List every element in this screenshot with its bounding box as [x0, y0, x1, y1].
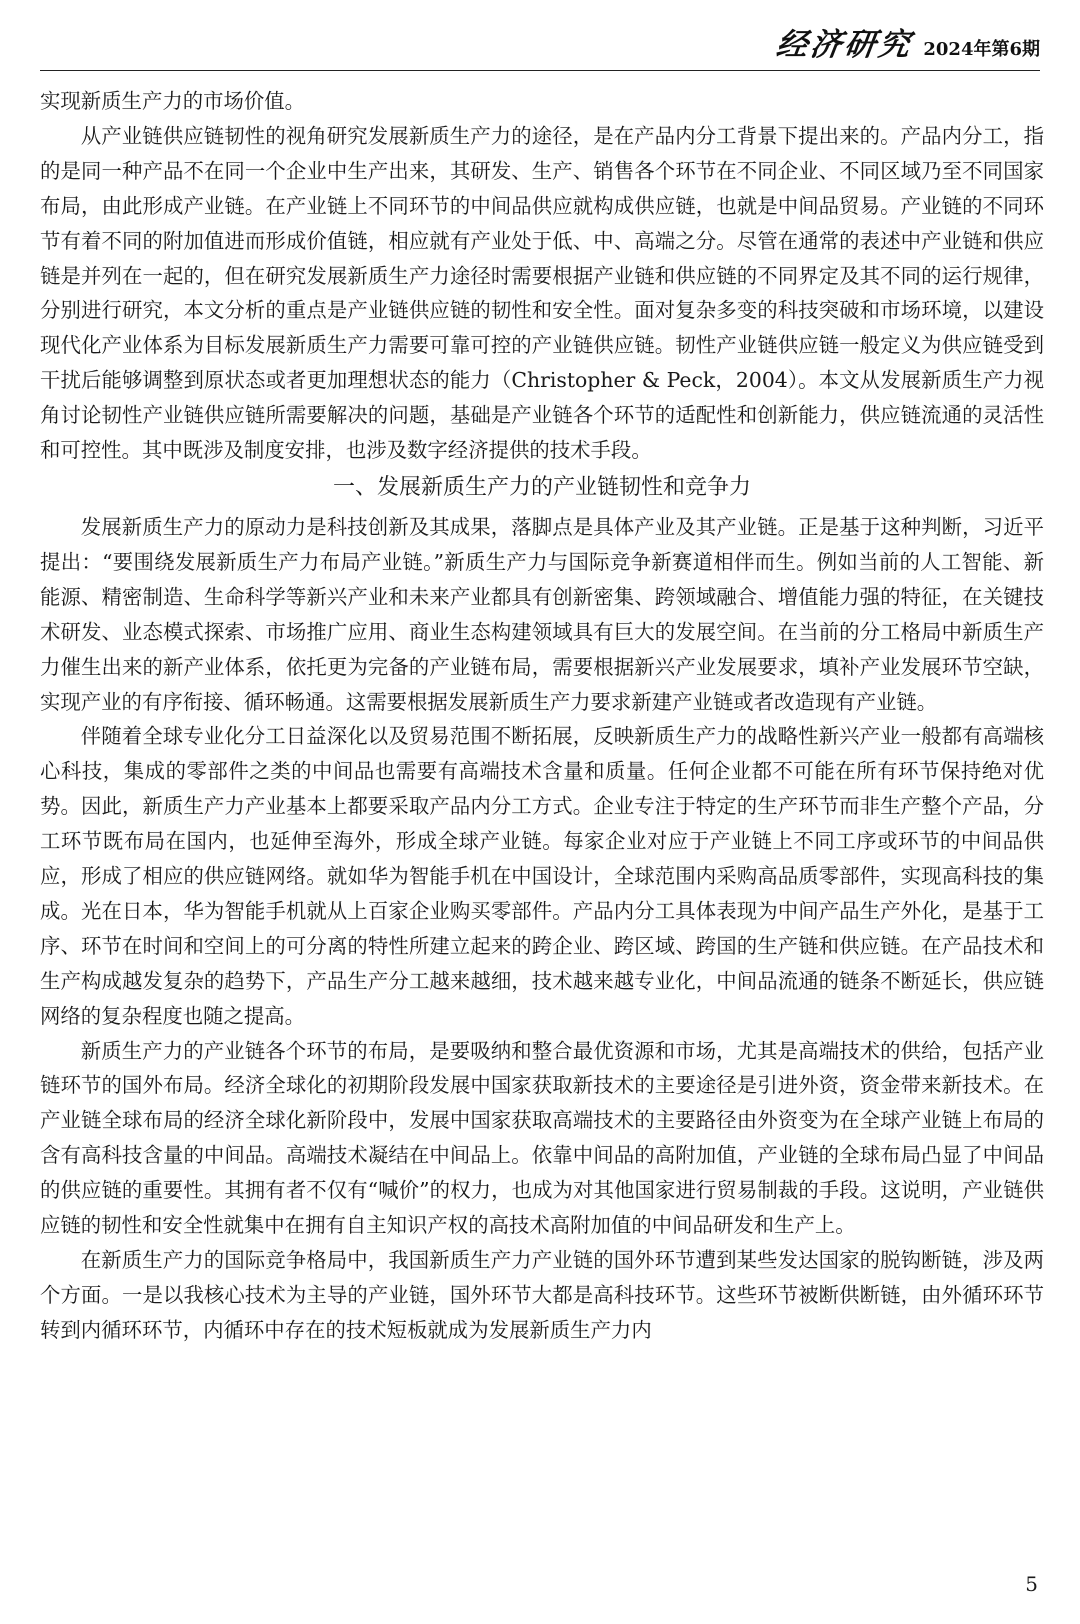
paragraph-continued: 实现新质生产力的市场价值。	[40, 89, 306, 113]
paragraph: 伴随着全球专业化分工日益深化以及贸易范围不断拓展，反映新质生产力的战略性新兴产业一般都有高端核心科技，集成的零部件之类的中间品也需要有高端技术含量和质量。任何企业都不可能在所有环节保持绝对优势。因此，新质生产力产业基本上都要采取产品内分工方式。企业专注于特定的生产环节而非生产整个产品，分工环节既布局在国内，也延伸至海外，形成全球产业链。每家企业对应于产业链上不同工序或环节的中间品供应，形成了相应的供应链网络。就如华为智能手机在中国设计，全球范围内采购高品质零部件，实现高科技的集成。光在日本，华为智能手机就从上百家企业购买零部件。产品内分工具体表现为中间产品生产外化，是基于工序、环节在时间和空间上的可分离的特性所建立起来的跨企业、跨区域、跨国的生产链和供应链。在产品技术和生产构成越发复杂的趋势下，产品生产分工越来越细，技术越来越专业化，中间品流通的链条不断延长，供应链网络的复杂程度也随之提高。	[40, 724, 1044, 1028]
issue-label: 2024年第6期	[923, 39, 1040, 60]
running-header	[40, 24, 1040, 71]
article-body	[40, 84, 1044, 1348]
section-heading: 一、发展新质生产力的产业链韧性和竞争力	[332, 474, 751, 500]
paragraph: 在新质生产力的国际竞争格局中，我国新质生产力产业链的国外环节遭到某些发达国家的脱钩断链，涉及两个方面。一是以我核心技术为主导的产业链，国外环节大都是高科技环节。这些环节被断供断链，由外循环环节转到内循环环节，内循环中存在的技术短板就成为发展新质生产力内	[40, 1248, 1044, 1342]
page-number: 5	[1025, 1572, 1038, 1596]
paragraph: 从产业链供应链韧性的视角研究发展新质生产力的途径，是在产品内分工背景下提出来的。产品内分工，指的是同一种产品不在同一个企业中生产出来，其研发、生产、销售各个环节在不同企业、不同区域乃至不同国家布局，由此形成产业链。在产业链上不同环节的中间品供应就构成供应链，也就是中间品贸易。产业链的不同环节有着不同的附加值进而形成价值链，相应就有产业处于低、中、高端之分。尽管在通常的表述中产业链和供应链是并列在一起的，但在研究发展新质生产力途径时需要根据产业链和供应链的不同界定及其不同的运行规律，分别进行研究，本文分析的重点是产业链供应链的韧性和安全性。面对复杂多变的科技突破和市场环境，以建设现代化产业体系为目标发展新质生产力需要可靠可控的产业链供应链。韧性产业链供应链一般定义为供应链受到干扰后能够调整到原状态或者更加理想状态的能力（Christopher & Peck，2004）。本文从发展新质生产力视角讨论韧性产业链供应链所需要解决的问题，基础是产业链各个环节的适配性和创新能力，供应链流通的灵活性和可控性。其中既涉及制度安排，也涉及数字经济提供的技术手段。	[40, 123, 1044, 463]
journal-name: 经济研究	[774, 27, 916, 63]
header-right	[774, 19, 1040, 64]
paragraph: 新质生产力的产业链各个环节的布局，是要吸纳和整合最优资源和市场，尤其是高端技术的供给，包括产业链环节的国外布局。经济全球化的初期阶段发展中国家获取新技术的主要途径是引进外资，资金带来新技术。在产业链全球布局的经济全球化新阶段中，发展中国家获取高端技术的主要路径由外资变为在全球产业链上布局的含有高科技含量的中间品。高端技术凝结在中间品上。依靠中间品的高附加值，产业链的全球布局凸显了中间品的供应链的重要性。其拥有者不仅有“喊价”的权力，也成为对其他国家进行贸易制裁的手段。这说明，产业链供应链的韧性和安全性就集中在拥有自主知识产权的高技术高附加值的中间品研发和生产上。	[40, 1038, 1044, 1238]
paragraph: 发展新质生产力的原动力是科技创新及其成果，落脚点是具体产业及其产业链。正是基于这种判断，习近平提出：“要围绕发展新质生产力布局产业链。”新质生产力与国际竞争新赛道相伴而生。例如当前的人工智能、新能源、精密制造、生命科学等新兴产业和未来产业都具有创新密集、跨领域融合、增值能力强的特征，在关键技术研发、业态模式探索、市场推广应用、商业生态构建领域具有巨大的发展空间。在当前的分工格局中新质生产力催生出来的新产业体系，依托更为完备的产业链布局，需要根据新兴产业发展要求，填补产业发展环节空缺，实现产业的有序衔接、循环畅通。这需要根据发展新质生产力要求新建产业链或者改造现有产业链。	[40, 514, 1044, 714]
